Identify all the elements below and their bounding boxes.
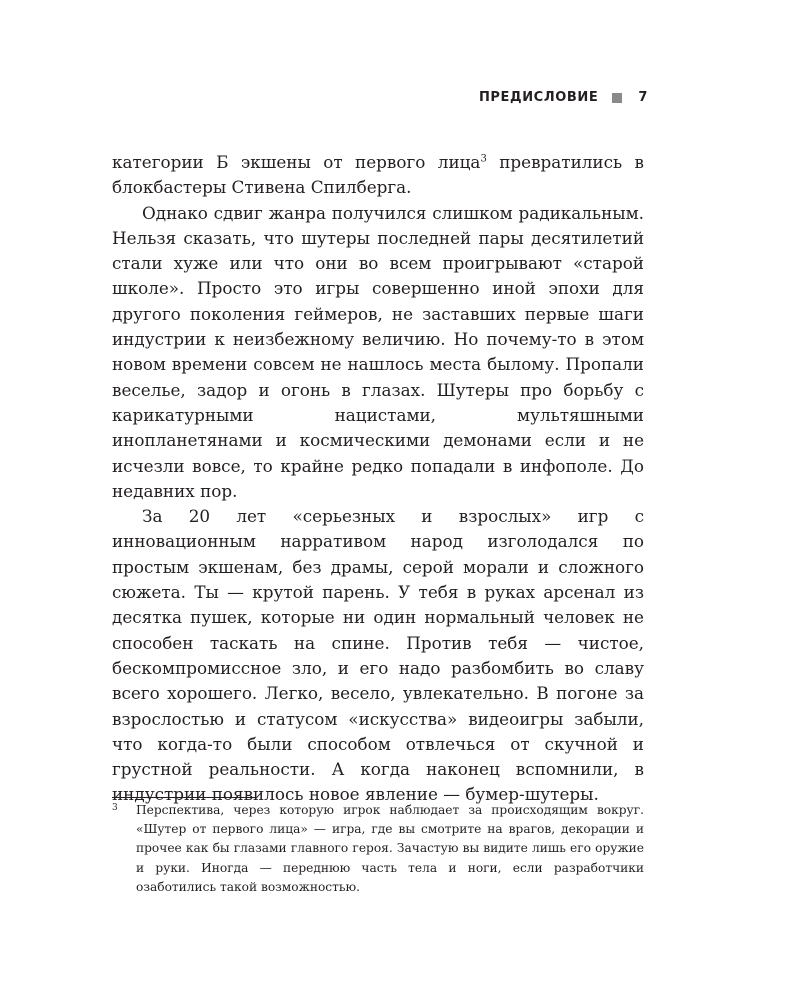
section-title: ПРЕДИСЛОВИЕ	[478, 90, 599, 105]
footnote-divider	[112, 797, 256, 798]
paragraph-1-start: категории Б экшены от первого лица	[112, 152, 481, 172]
separator-square-icon	[612, 93, 622, 103]
footnote-text: Перспектива, через которую игрок наблюдает за происходящим вокруг. «Шутер от первого лица» — игра, где вы смотрите на врагов, декорации и прочее как бы глазами главного героя. Зачастую вы видите лишь его оружие и руки. Иногда — переднюю часть тела и ноги, если разработчики озаботились такой возможностью.	[136, 803, 644, 894]
running-head	[479, 90, 648, 105]
paragraph-1	[112, 150, 644, 201]
paragraph-1-end: превратились в блокбастеры Стивена Спилберга.	[112, 152, 644, 198]
footnote	[112, 801, 644, 897]
paragraph-2: Однако сдвиг жанра получился слишком радикальным. Нельзя сказать, что шутеры последней пары десятилетий стали хуже или что они во всем проигрывают «старой школе». Просто это игры совершенно иной эпохи для другого поколения геймеров, не заставших первые шаги индустрии к неизбежному величию. Но почему-то в этом новом времени совсем не нашлось места былому. Пропали веселье, задор и огонь в глазах. Шутеры про борьбу с карикатурными нацистами, мультяшными инопланетянами и космическими демонами если и не исчезли вовсе, то крайне редко попадали в инфополе. До недавних пор.	[112, 202, 644, 501]
footnote-marker: 3	[112, 803, 118, 813]
main-text	[112, 150, 644, 808]
page-number: 7	[638, 90, 648, 105]
paragraph-3: За 20 лет «серьезных и взрослых» игр с инновационным нарративом народ изголодался по простым экшенам, без драмы, серой морали и сложного сюжета. Ты — крутой парень. У тебя в руках арсенал из десятка пушек, которые ни один нормальный человек не способен таскать на спине. Против тебя — чистое, бескомпромиссное зло, и его надо разбомбить во славу всего хорошего. Легко, весело, увлекательно. В погоне за взрослостью и статусом «искусства» видеоигры забыли, что когда-то были способом отвлечься от скучной и грустной реальности. А когда наконец вспомнили, в индустрии появилось новое явление — бумер-шутеры.	[112, 506, 644, 805]
footnote-reference[interactable]: 3	[480, 153, 487, 165]
